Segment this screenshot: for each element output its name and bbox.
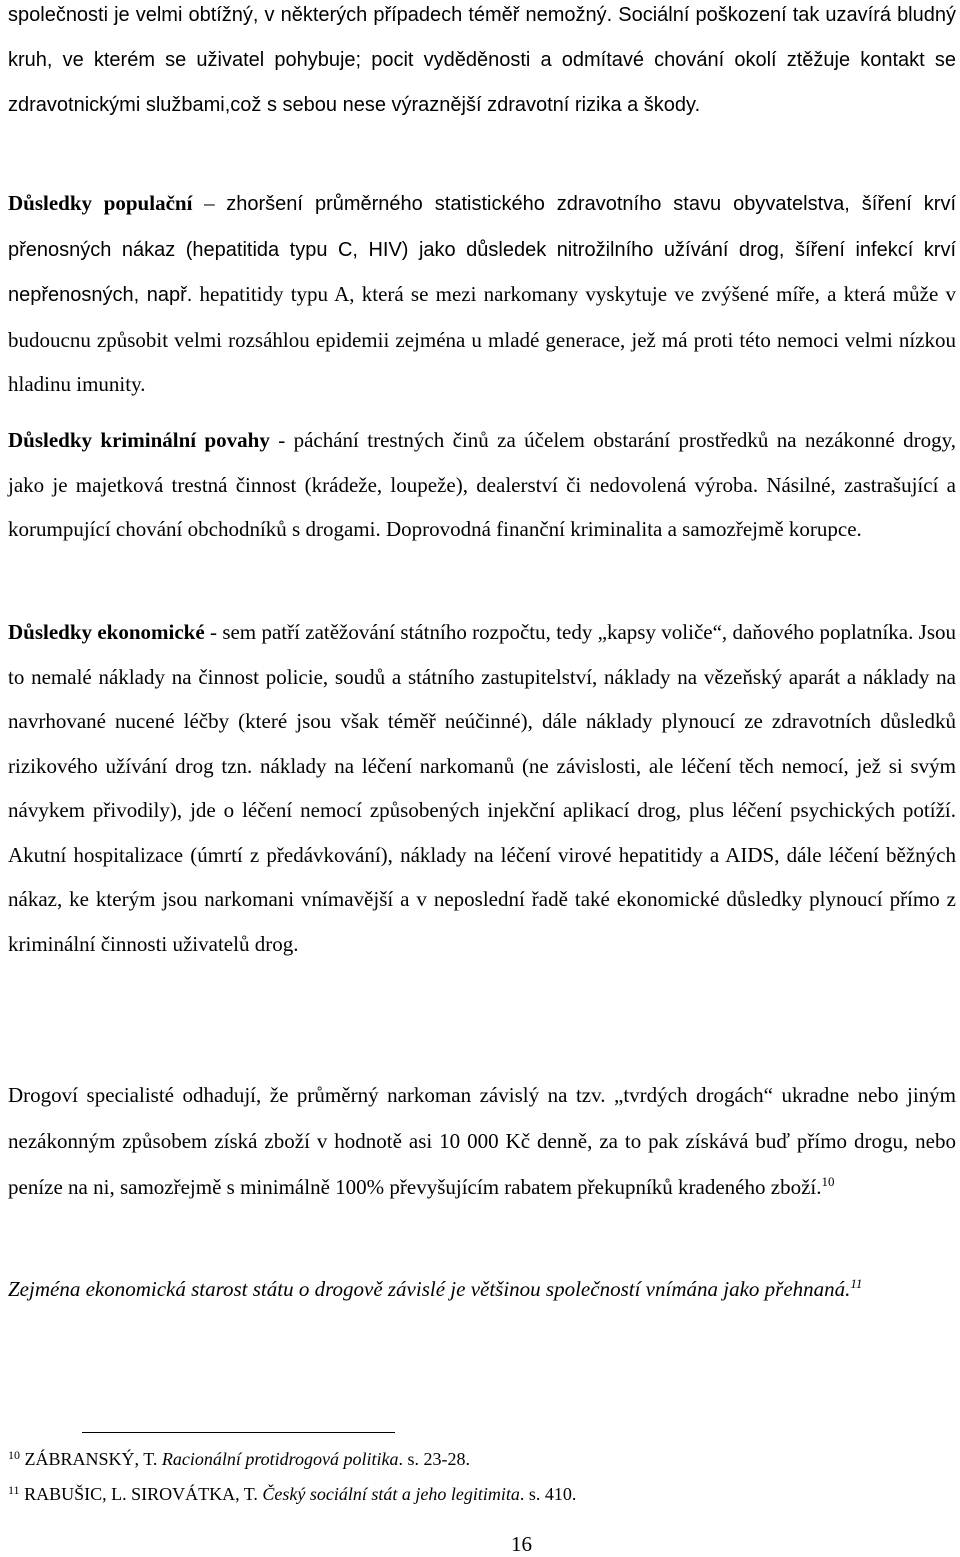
footnote-rest: . s. 410. xyxy=(519,1484,577,1504)
paragraph-text: Zejména ekonomická starost státu o drogově závislé je většinou společností vnímána jako přehnaná. xyxy=(8,1277,851,1301)
footnote-rest: . s. 23-28. xyxy=(398,1449,471,1469)
heading-dash: – xyxy=(192,191,227,215)
paragraph-text: Drogoví specialisté odhadují, že průměrný narkoman závislý na tzv. „tvrdých drogách“ ukradne nebo jiným nezákonným způsobem získá zboží v hodnotě asi 10 000 Kč denně, za to pak získává buď přímo drogu, nebo peníze na ni, samozřejmě s minimálně 100% převyšujícím rabatem překupníků kradeného zboží. xyxy=(8,1083,956,1199)
footnote-author: RABUŠIC, L. SIROVÁTKA, T. xyxy=(19,1484,263,1504)
footnote-title: Racionální protidrogová politika xyxy=(161,1449,399,1469)
paragraph-heading: Důsledky ekonomické xyxy=(8,620,205,644)
footnote-number: 11 xyxy=(8,1483,20,1497)
footnote-title: Český sociální stát a jeho legitimita xyxy=(262,1484,520,1504)
paragraph-criminal-consequences xyxy=(8,418,956,552)
paragraph-text-sans: zhoršení průměrného statistického zdravotního stavu obyvatelstva, šíření krví přenosných nákaz (hepatitida typu C, HIV) jako důsledek nitrožilního užívání drog, šíření infekcí krví nepřenosných, např. xyxy=(8,193,956,306)
paragraph-text: - páchání trestných činů za účelem obstarání prostředků na nezákonné drogy, jako je majetková trestná činnost (krádeže, loupeže), dealerství či nedovolená výroba. Násilné, zastrašující a korumpující chování obchodníků s drogami. Doprovodná finanční kriminalita a samozřejmě korupce. xyxy=(8,428,956,541)
paragraph-conclusion xyxy=(8,1264,956,1314)
footnote-separator xyxy=(82,1432,395,1433)
footnote-reference: 10 xyxy=(821,1174,835,1189)
footnote-number: 10 xyxy=(8,1448,20,1462)
paragraph-social-damage xyxy=(8,0,956,128)
footnote-author: ZÁBRANSKÝ, T. xyxy=(20,1449,162,1469)
paragraph-population-consequences xyxy=(8,181,956,407)
paragraph-text: hepatitidy typu A, která se mezi narkomany vyskytuje ve zvýšené míře, a která může v budoucnu způsobit velmi rozsáhlou epidemii zejména u mladé generace, jež má proti této nemoci velmi nízkou hladinu imunity. xyxy=(8,282,956,396)
paragraph-economic-consequences xyxy=(8,610,956,966)
footnote xyxy=(8,1482,948,1506)
paragraph-drug-theft xyxy=(8,1072,956,1210)
paragraph-text: - sem patří zatěžování státního rozpočtu, tedy „kapsy voliče“, daňového poplatníka. Jsou to nemalé náklady na činnost policie, soudů a státního zastupitelství, náklady na vězeňský aparát a náklady na navrhované nucené léčby (které jsou však téměř neúčinné), dále náklady plynoucí ze zdravotních důsledků rizikového užívání drog tzn. náklady na léčení narkomanů (ne závislosti, ale léčení těch nemocí, jež si svým návykem přivodily), jde o léčení nemocí způsobených injekční aplikací drog, plus léčení psychických potíží. Akutní hospitalizace (úmrtí z předávkování), náklady na léčení virové hepatitidy a AIDS, dále léčení běžných nákaz, ke kterým jsou narkomani vnímavější a v neposlední řadě také ekonomické důsledky plynoucí přímo z kriminální činnosti uživatelů drog. xyxy=(8,620,957,956)
paragraph-heading: Důsledky populační xyxy=(8,191,193,215)
footnote-reference: 11 xyxy=(850,1276,863,1291)
footnote xyxy=(8,1447,948,1471)
paragraph-text: společnosti je velmi obtížný, v některých případech téměř nemožný. Sociální poškození tak uzavírá bludný kruh, ve kterém se uživatel pohybuje; pocit vyděděnosti a odmítavé chování okolí ztěžuje kontakt se zdravotnickými službami,což s sebou nese výraznější zdravotní rizika a škody. xyxy=(8,4,956,116)
paragraph-heading: Důsledky kriminální povahy xyxy=(8,428,270,452)
page-number: 16 xyxy=(511,1532,532,1556)
